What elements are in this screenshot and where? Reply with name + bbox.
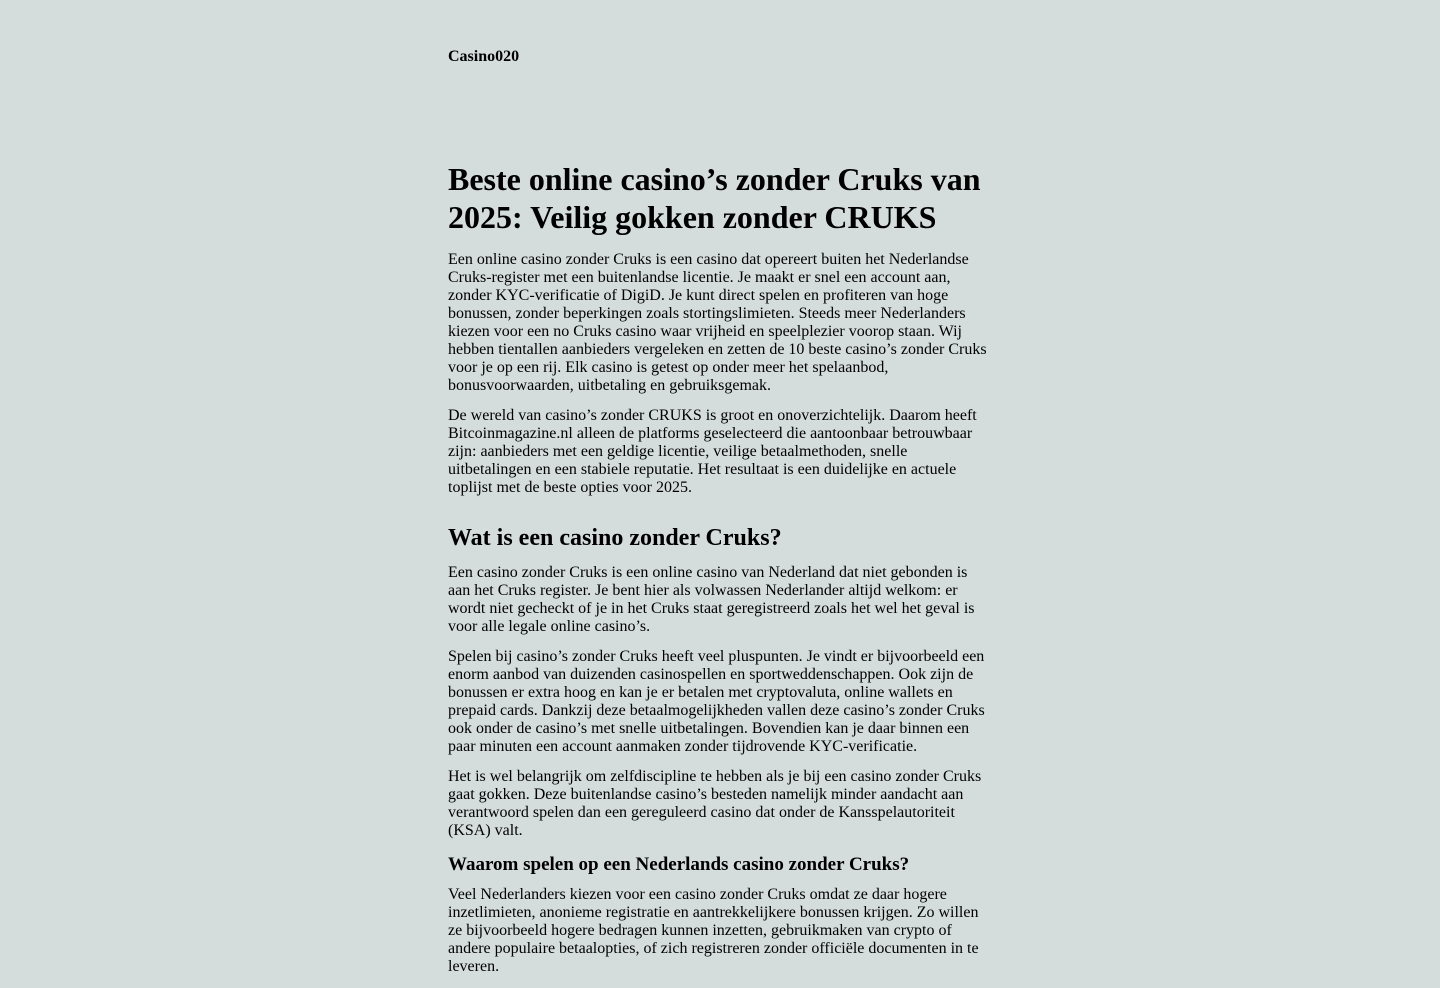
section1-paragraph-3: Het is wel belangrijk om zelfdiscipline te hebben als je bij een casino zonder Cruks gaat gokken. Deze buitenlandse casino’s besteden namelijk minder aandacht aan verantwoord spelen dan een gereguleerd casino dat onder de Kansspelautoriteit (KSA) valt. [448, 768, 982, 839]
article-title: Beste online casino’s zonder Cruks van 2025: Veilig gokken zonder CRUKS [448, 161, 981, 235]
article [448, 160, 993, 988]
intro-paragraph-2: De wereld van casino’s zonder CRUKS is groot en onoverzichtelijk. Daarom heeft Bitcoinmagazine.nl alleen de platforms geselecteerd die aantoonbaar betrouwbaar zijn: aanbieders met een geldige licentie, veilige betaalmethoden, snelle uitbetalingen en een stabiele reputatie. Het resultaat is een duidelijke en actuele toplijst met de beste opties voor 2025. [448, 407, 977, 496]
site-title-link[interactable]: Casino020 [448, 48, 520, 65]
section-heading-what-is: Wat is een casino zonder Cruks? [448, 525, 782, 551]
section2-paragraph-1: Veel Nederlanders kiezen voor een casino zonder Cruks omdat ze daar hogere inzetlimieten, anonieme registratie en aantrekkelijkere bonussen krijgen. Zo willen ze bijvoorbeeld hogere bedragen kunnen inzetten, gebruikmaken van crypto of andere populaire betaalopties, of zich registreren zonder officiële documenten in te leveren. [448, 886, 979, 975]
section-heading-why-play: Waarom spelen op een Nederlands casino zonder Cruks? [448, 854, 910, 875]
intro-paragraph-1: Een online casino zonder Cruks is een casino dat opereert buiten het Nederlandse Cruks-register met een buitenlandse licentie. Je maakt er snel een account aan, zonder KYC-verificatie of DigiD. Je kunt direct spelen en profiteren van hoge bonussen, zonder beperkingen zoals stortingslimieten. Steeds meer Nederlanders kiezen voor een no Cruks casino waar vrijheid en speelplezier voorop staan. Wij hebben tientallen aanbieders vergeleken en zetten de 10 beste casino’s zonder Cruks voor je op een rij. Elk casino is getest op onder meer het spelaanbod, bonusvoorwaarden, uitbetaling en gebruiksgemak. [448, 251, 987, 394]
section1-paragraph-2: Spelen bij casino’s zonder Cruks heeft veel pluspunten. Je vindt er bijvoorbeeld een enorm aanbod van duizenden casinospellen en sportweddenschappen. Ook zijn de bonussen er extra hoog en kan je er betalen met cryptovaluta, online wallets en prepaid cards. Dankzij deze betaalmogelijkheden vallen deze casino’s zonder Cruks ook onder de casino’s met snelle uitbetalingen. Bovendien kan je daar binnen een paar minuten een account aanmaken zonder tijdrovende KYC-verificatie. [448, 648, 985, 755]
section1-paragraph-1: Een casino zonder Cruks is een online casino van Nederland dat niet gebonden is aan het Cruks register. Je bent hier als volwassen Nederlander altijd welkom: er wordt niet gecheckt of je in het Cruks staat geregistreerd zoals het wel het geval is voor alle legale online casino’s. [448, 564, 975, 635]
